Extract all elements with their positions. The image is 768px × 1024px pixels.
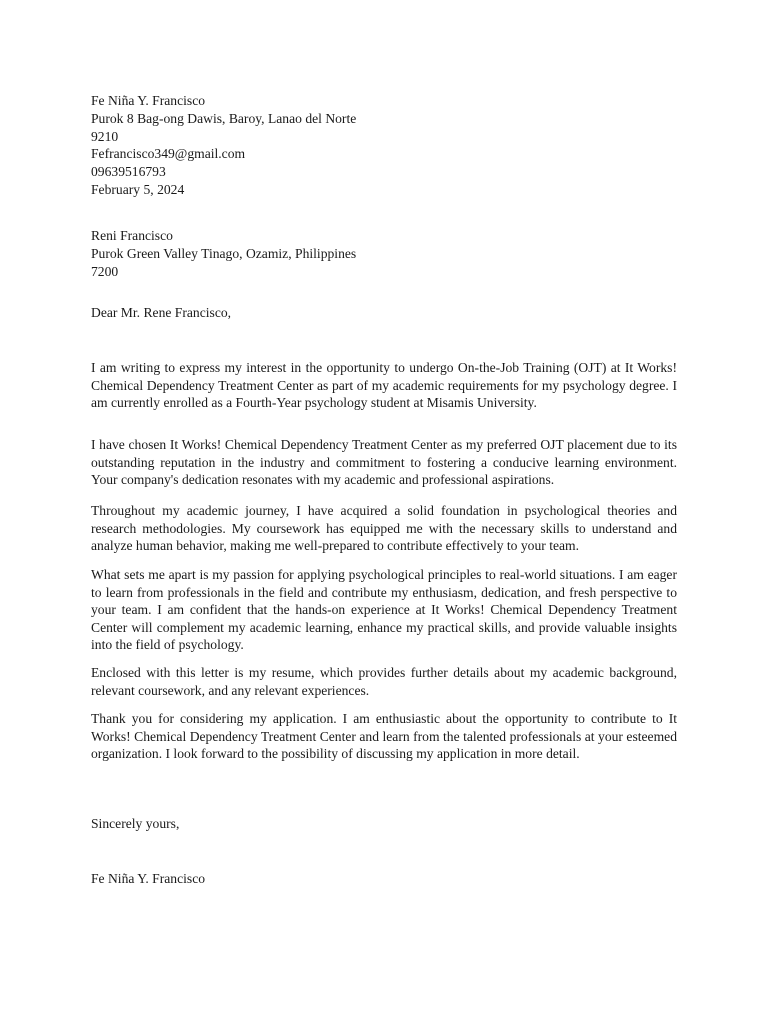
sender-name: Fe Niña Y. Francisco xyxy=(91,93,206,108)
recipient-address-block xyxy=(91,227,677,280)
closing xyxy=(91,815,677,833)
recipient-name: Reni Francisco xyxy=(91,228,173,243)
salutation xyxy=(91,304,677,322)
recipient-zip: 7200 xyxy=(91,263,119,279)
body-paragraph-6: Thank you for considering my application. I am enthusiastic about the opportunity to contribute to It Works! Chemical Dependency Treatment Center and learn from the talented professionals at your esteemed organization. I look forward to the possibility of discussing my application in more detail. xyxy=(91,711,677,762)
sender-email: Fefrancisco349@gmail.com xyxy=(91,146,246,162)
body-paragraph-5: Enclosed with this letter is my resume, which provides further details about my academic background, relevant coursework, and any relevant experiences. xyxy=(91,665,677,698)
closing-text: Sincerely yours, xyxy=(91,816,180,831)
signature xyxy=(91,870,677,888)
signature-name: Fe Niña Y. Francisco xyxy=(91,871,206,886)
sender-zip: 9210 xyxy=(91,128,119,144)
letter-date: February 5, 2024 xyxy=(91,181,185,197)
body-paragraph-2: I have chosen It Works! Chemical Dependency Treatment Center as my preferred OJT placement due to its outstanding reputation in the industry and commitment to fostering a conducive learning environment. Your company's dedication resonates with my academic and professional aspirations. xyxy=(91,437,677,488)
sender-phone: 09639516793 xyxy=(91,164,166,180)
sender-address: Purok 8 Bag-ong Dawis, Baroy, Lanao del Norte xyxy=(91,110,357,126)
sender-address-block xyxy=(91,92,677,199)
salutation-text: Dear Mr. Rene Francisco, xyxy=(91,305,232,320)
body-paragraph-4: What sets me apart is my passion for applying psychological principles to real-world situations. I am eager to learn from professionals in the field and contribute my enthusiasm, dedication, and fresh perspective to your team. I am confident that the hands-on experience at It Works! Chemical Dependency Treatment Center will complement my academic learning, enhance my practical skills, and provide valuable insights into the field of psychology. xyxy=(91,567,677,653)
recipient-address: Purok Green Valley Tinago, Ozamiz, Philippines xyxy=(91,245,357,261)
body-paragraph-3: Throughout my academic journey, I have acquired a solid foundation in psychological theories and research methodologies. My coursework has equipped me with the necessary skills to understand and analyze human behavior, making me well-prepared to contribute effectively to your team. xyxy=(91,503,677,554)
body-paragraph-1: I am writing to express my interest in the opportunity to undergo On-the-Job Training (OJT) at It Works! Chemical Dependency Treatment Center as part of my academic requirements for my psychology degree. I am currently enrolled as a Fourth-Year psychology student at Misamis University. xyxy=(91,360,677,411)
